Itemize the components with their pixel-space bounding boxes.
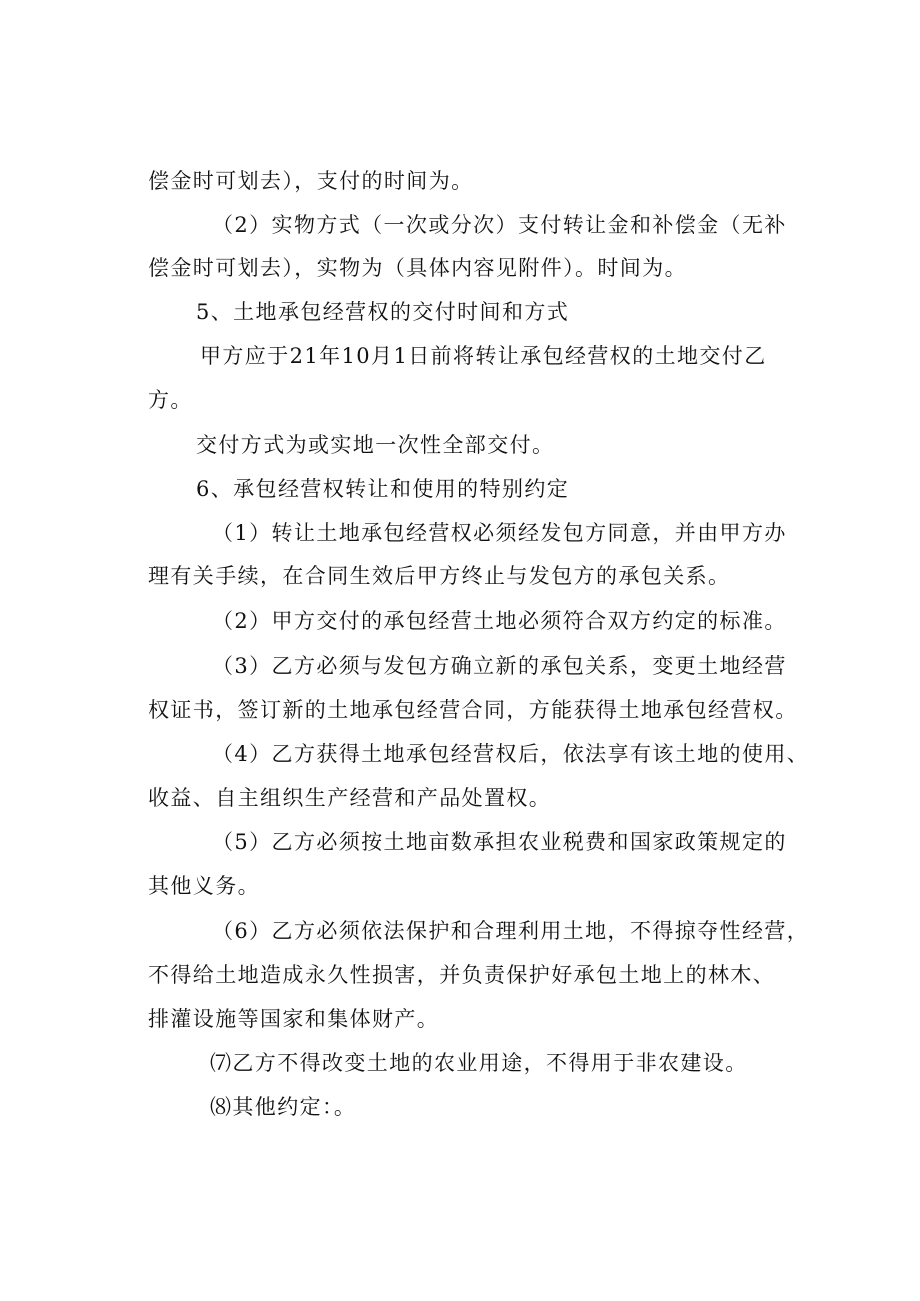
text-line: 收益、自主组织生产经营和产品处置权。	[148, 786, 552, 810]
text-line: （2）实物方式（一次或分次）支付转让金和补偿金（无补	[212, 213, 787, 237]
text-line: （6）乙方必须依法保护和合理利用土地，不得掠夺性经营，	[212, 919, 810, 943]
text-line: 交付方式为或实地一次性全部交付。	[196, 433, 555, 457]
text-line: （2）甲方交付的承包经营土地必须符合双方约定的标准。	[212, 609, 787, 633]
text-line: 不得给土地造成永久性损害，并负责保护好承包土地上的林木、	[148, 963, 776, 987]
text-line: 排灌设施等国家和集体财产。	[148, 1007, 440, 1031]
text-line: ⑻其他约定：。	[210, 1095, 357, 1119]
text-line: （1）转让土地承包经营权必须经发包方同意，并由甲方办	[212, 521, 787, 545]
section-heading: 6、承包经营权转让和使用的特别约定	[196, 477, 570, 501]
text-line: 理有关手续，在合同生效后甲方终止与发包方的承包关系。	[148, 564, 731, 588]
text-line: （3）乙方必须与发包方确立新的承包关系，变更土地经营	[212, 654, 787, 678]
text-line: 甲方应于21年10月1日前将转让承包经营权的土地交付乙	[200, 344, 767, 368]
text-line: （5）乙方必须按土地亩数承担农业税费和国家政策规定的	[212, 830, 787, 854]
text-line: 偿金时可划去），支付的时间为。	[148, 169, 474, 193]
text-line: 权证书，签订新的土地承包经营合同，方能获得土地承包经营权。	[148, 698, 798, 722]
text-line: ⑺乙方不得改变土地的农业用途，不得用于非农建设。	[210, 1051, 748, 1075]
section-heading: 5、土地承包经营权的交付时间和方式	[196, 300, 570, 324]
text-line: 偿金时可划去），实物为（具体内容见附件）。时间为。	[148, 256, 687, 280]
text-line: 方。	[148, 388, 193, 412]
text-line: （4）乙方获得土地承包经营权后，依法享有该土地的使用、	[212, 742, 810, 766]
text-line: 其他义务。	[148, 874, 260, 898]
